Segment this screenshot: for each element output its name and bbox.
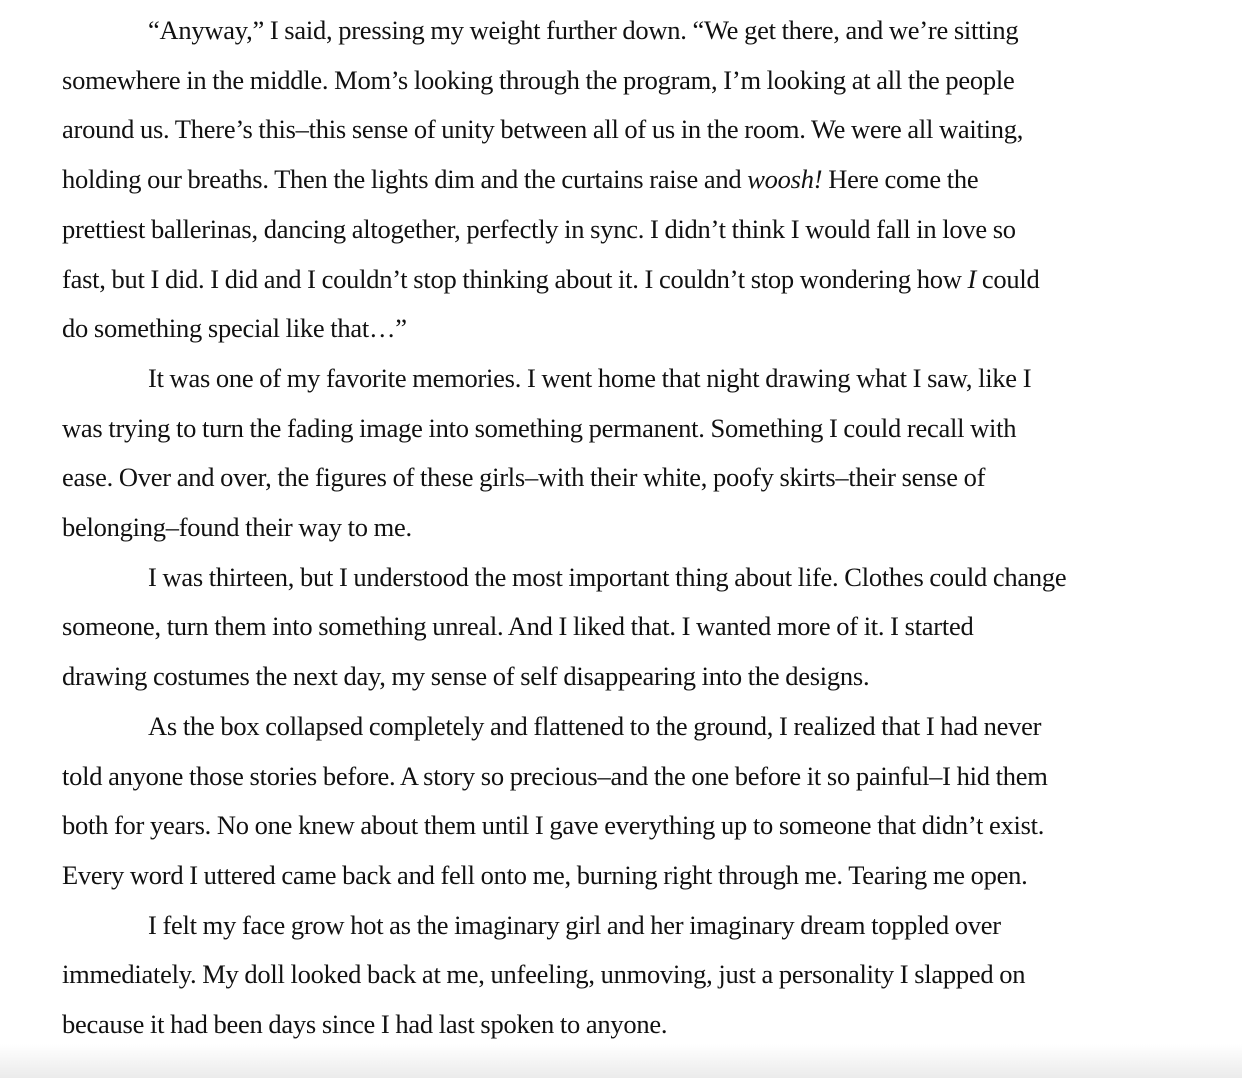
document-body — [62, 6, 1242, 1050]
text-line: both for years. No one knew about them until I gave everything up to someone that didn’t exist. — [62, 810, 1045, 841]
text-line: told anyone those stories before. A story so precious–and the one before it so painful–I hid them — [62, 760, 1048, 791]
text-line: do something special like that…” — [62, 313, 407, 344]
text-line: immediately. My doll looked back at me, unfeeling, unmoving, just a personality I slapped on — [62, 959, 1026, 990]
text-line: I was thirteen, but I understood the most important thing about life. Clothes could change — [148, 561, 1067, 592]
text-line: around us. There’s this–this sense of unity between all of us in the room. We were all waiting, — [62, 114, 1024, 145]
text-line: somewhere in the middle. Mom’s looking through the program, I’m looking at all the people — [62, 64, 1015, 95]
text-line: ease. Over and over, the figures of these girls–with their white, poofy skirts–their sense of — [62, 462, 986, 493]
text-line — [62, 155, 1242, 205]
text-line — [62, 255, 1242, 305]
paragraph-2 — [62, 354, 1242, 553]
text-line: because it had been days since I had last spoken to anyone. — [62, 1009, 668, 1040]
text-line: was trying to turn the fading image into something permanent. Something I could recall with — [62, 412, 1017, 443]
bottom-shadow — [0, 1044, 1242, 1078]
text-run: could — [976, 263, 1040, 294]
text-line: Every word I uttered came back and fell onto me, burning right through me. Tearing me open. — [62, 859, 1028, 890]
text-line: It was one of my favorite memories. I went home that night drawing what I saw, like I — [148, 362, 1032, 393]
italic-text: I — [967, 263, 977, 294]
text-line: prettiest ballerinas, dancing altogether, perfectly in sync. I didn’t think I would fall in love so — [62, 213, 1016, 244]
paragraph-3 — [62, 553, 1242, 702]
text-line: drawing costumes the next day, my sense of self disappearing into the designs. — [62, 661, 870, 692]
text-run: fast, but I did. I did and I couldn’t stop thinking about it. I couldn’t stop wondering how — [62, 263, 968, 294]
paragraph-4 — [62, 702, 1242, 901]
text-line: “Anyway,” I said, pressing my weight further down. “We get there, and we’re sitting — [148, 15, 1019, 45]
text-line: As the box collapsed completely and flattened to the ground, I realized that I had never — [148, 710, 1042, 741]
text-line: belonging–found their way to me. — [62, 512, 412, 543]
paragraph-1 — [62, 6, 1242, 354]
text-line: I felt my face grow hot as the imaginary girl and her imaginary dream toppled over — [148, 909, 1001, 940]
text-line: someone, turn them into something unreal. And I liked that. I wanted more of it. I started — [62, 611, 974, 642]
text-run: holding our breaths. Then the lights dim and the curtains raise and — [62, 164, 748, 195]
paragraph-5 — [62, 901, 1242, 1050]
italic-text: woosh! — [747, 164, 823, 195]
text-run: Here come the — [822, 164, 979, 195]
